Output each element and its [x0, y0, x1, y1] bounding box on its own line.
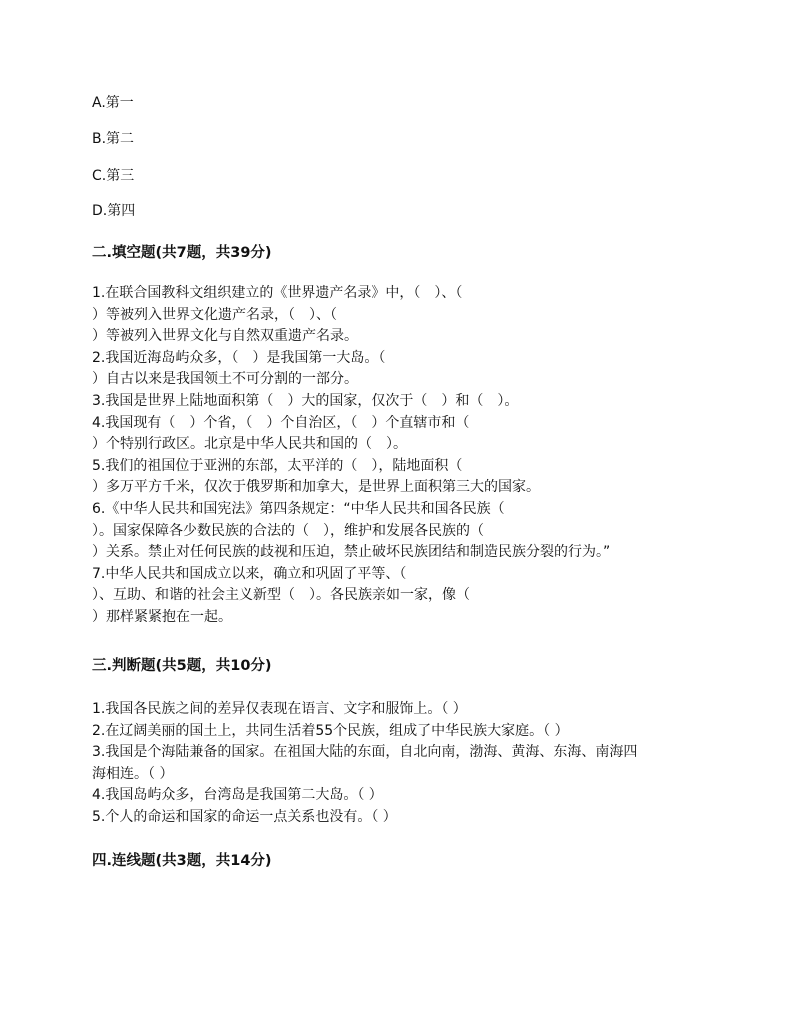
text-line: 6.《中华人民共和国宪法》第四条规定：“中华人民共和国各民族（: [92, 500, 505, 517]
text-line: 5.我们的祖国位于亚洲的东部，太平洋的（ ），陆地面积（: [92, 457, 463, 474]
text-line: ）。国家保障各少数民族的合法的（ ），维护和发展各民族的（: [92, 522, 484, 539]
text-line: ）那样紧紧抱在一起。: [92, 608, 232, 625]
text-line: 海相连。（ ）: [92, 765, 174, 782]
text-line: 2.我国近海岛屿众多，（ ）是我国第一大岛。（: [92, 349, 386, 366]
text-line: ）关系。禁止对任何民族的歧视和压迫，禁止破坏民族团结和制造民族分裂的行为。”: [92, 544, 611, 561]
option-a: A.第一: [92, 95, 134, 111]
text-line: 1.我国各民族之间的差异仅表现在语言、文字和服饰上。（ ）: [92, 701, 467, 717]
text-line: ）多万平方千米，仅次于俄罗斯和加拿大，是世界上面积第三大的国家。: [92, 479, 540, 496]
section-3-heading: 三.判断题(共5题，共10分): [92, 658, 272, 674]
option-b: B.第二: [92, 131, 135, 147]
text-line: ）等被列入世界文化遗产名录，（ ）、（: [92, 306, 337, 323]
text-line: ）自古以来是我国领土不可分割的一部分。: [92, 371, 358, 388]
text-line: 4.我国现有（ ）个省，（ ）个自治区，（ ）个直辖市和（: [92, 414, 470, 431]
text-line: 3.我国是世界上陆地面积第（ ）大的国家，仅次于（ ）和（ ）。: [92, 392, 519, 409]
section-2-body: [92, 283, 712, 629]
text-line: 2.在辽阔美丽的国土上，共同生活着55个民族，组成了中华民族大家庭。（ ）: [92, 722, 569, 739]
text-line: ）个特别行政区。北京是中华人民共和国的（ ）。: [92, 436, 407, 453]
text-line: ）等被列入世界文化与自然双重遗产名录。: [92, 328, 358, 345]
text-line: 4.我国岛屿众多，台湾岛是我国第二大岛。（ ）: [92, 787, 383, 804]
section-4-heading: 四.连线题(共3题，共14分): [92, 853, 272, 869]
section-3-body: [92, 699, 712, 829]
text-line: 3.我国是个海陆兼备的国家。在祖国大陆的东面，自北向南，渤海、黄海、东海、南海四: [92, 744, 638, 761]
text-line: ）、互助、和谐的社会主义新型（ ）。各民族亲如一家，像（: [92, 587, 470, 604]
text-line: 5.个人的命运和国家的命运一点关系也没有。（ ）: [92, 808, 397, 825]
option-d: D.第四: [92, 203, 136, 219]
text-line: 7.中华人民共和国成立以来，确立和巩固了平等、（: [92, 565, 407, 582]
text-line: 1.在联合国教科文组织建立的《世界遗产名录》中，（ ）、（: [92, 285, 463, 301]
option-c: C.第三: [92, 168, 135, 184]
section-2-heading: 二.填空题(共7题，共39分): [92, 245, 272, 261]
